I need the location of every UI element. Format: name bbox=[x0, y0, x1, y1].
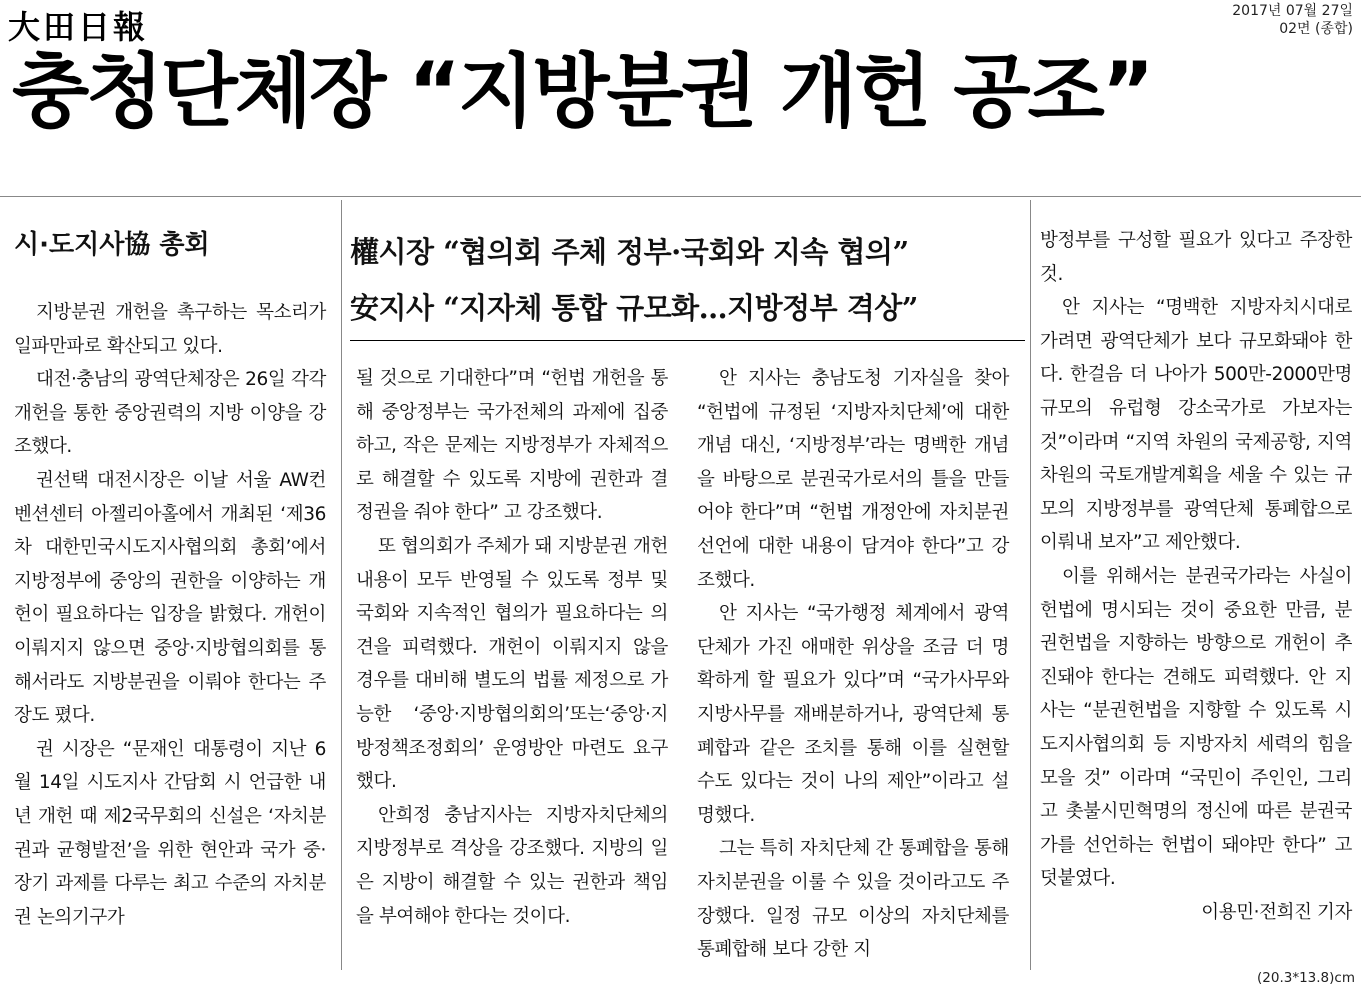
body-paragraph: 될 것으로 기대한다”며 “헌법 개헌을 통해 중앙정부는 국가전체의 과제에 집중하고, 작은 문제는 지방정부가 자체적으로 해결할 수 있도록 지방에 권한과 결정권을 줘야 한다” 고 강조했다. bbox=[356, 368, 668, 524]
reporter-byline: 이용민·전희진 기자 bbox=[1201, 901, 1352, 923]
main-headline: 충청단체장 “지방분권 개헌 공조” bbox=[12, 45, 1152, 138]
body-paragraph: 안희정 충남지사는 지방자치단체의 지방정부로 격상을 강조했다. 지방의 일은 지방이 해결할 수 있는 권한과 책임을 부여해야 한다는 것이다. bbox=[356, 804, 668, 927]
deck-line-2: 安지사 “지자체 통합 규모화…지방정부 격상” bbox=[350, 291, 918, 325]
newspaper-masthead: 大田日報 bbox=[8, 8, 149, 46]
article-column-2 bbox=[356, 362, 668, 933]
body-paragraph: 권 시장은 “문재인 대통령이 지난 6월 14일 시도지사 간담회 시 언급한 내년 개헌 때 제2국무회의 신설은 ‘자치분권과 균형발전’을 위한 현안과 국가 중·장기 과제를 다루는 최고 수준의 자치분권 논의기구가 bbox=[14, 738, 326, 928]
publication-date: 2017년 07월 27일 bbox=[1232, 3, 1353, 19]
body-paragraph: 그는 특히 자치단체 간 통폐합을 통해 자치분권을 이룰 수 있을 것이라고도 주장했다. 일정 규모 이상의 자치단체를 통폐합해 보다 강한 지 bbox=[697, 838, 1009, 961]
column-divider bbox=[341, 200, 342, 970]
body-paragraph: 안 지사는 “명백한 지방자치시대로 가려면 광역단체가 보다 규모화돼야 한다. 한걸음 더 나아가 500만-2000만명 규모의 유럽형 강소국가로 가보자는 것”이라며 “지역 차원의 국제공항, 지역 차원의 국토개발계획을 세울 수 있는 규모의 지방정부를 광역단체 통폐합으로 이뤄내 보자”고 제안했다. bbox=[1040, 297, 1352, 554]
clipping-dimensions: (20.3*13.8)cm bbox=[1257, 970, 1355, 986]
body-paragraph: 안 지사는 “국가행정 체계에서 광역단체가 가진 애매한 위상을 조금 더 명확하게 할 필요가 있다”며 “국가사무와 지방사무를 재배분하거나, 광역단체 통폐합과 같은 조치를 통해 이를 실현할 수도 있다는 것이 나의 제안”이라고 설명했다. bbox=[697, 603, 1009, 826]
article-column-3 bbox=[697, 362, 1009, 967]
deck-line-1: 權시장 “협의회 주체 정부·국회와 지속 협의” bbox=[350, 235, 909, 269]
headline-divider bbox=[0, 196, 1361, 197]
body-paragraph: 또 협의회가 주체가 돼 지방분권 개헌 내용이 모두 반영될 수 있도록 정부 및 국회와 지속적인 협의가 필요하다는 의견을 피력했다. 개헌이 이뤄지지 않을 경우를 대비해 별도의 법률 제정으로 가능한 ‘중앙·지방협의회의’또는‘중앙·지방정책조정회의’ 운영방안 마련도 요구했다. bbox=[356, 535, 668, 793]
body-paragraph: 이를 위해서는 분권국가라는 사실이 헌법에 명시되는 것이 중요한 만큼, 분권헌법을 지향하는 방향으로 개헌이 추진돼야 한다는 견해도 피력했다. 안 지사는 “분권헌법을 지향할 수 있도록 시도지사협의회 등 지방자치 세력의 힘을 모을 것” 이라며 “국민이 주인인, 그리고 촛불시민혁명의 정신에 따른 분권국가를 선언하는 헌법이 돼야만 한다” 고 덧붙였다. bbox=[1040, 565, 1352, 890]
publication-meta bbox=[1232, 2, 1353, 38]
article-deck bbox=[350, 224, 918, 336]
column-divider bbox=[1030, 200, 1031, 970]
body-paragraph: 대전·충남의 광역단체장은 26일 각각 개헌을 통한 중앙권력의 지방 이양을 강조했다. bbox=[14, 369, 326, 458]
body-paragraph: 안 지사는 충남도청 기자실을 찾아 “헌법에 규정된 ‘지방자치단체’에 대한 개념 대신, ‘지방정부’라는 명백한 개념을 바탕으로 분권국가로서의 틀을 만들어야 한다”며 “헌법 개정안에 자치분권 선언에 대한 내용이 담겨야 한다”고 강조했다. bbox=[697, 368, 1009, 591]
page-section: 02면 (종합) bbox=[1279, 21, 1353, 37]
body-paragraph: 방정부를 구성할 필요가 있다고 주장한 것. bbox=[1040, 230, 1352, 285]
body-paragraph: 권선택 대전시장은 이날 서울 AW컨벤션센터 아젤리아홀에서 개최된 ‘제36차 대한민국시도지사협의회 총회’에서 지방정부에 중앙의 권한을 이양하는 개헌이 필요하다는 입장을 밝혔다. 개헌이 이뤄지지 않으면 중앙·지방협의회를 통해서라도 지방분권을 이뤄야 한다는 주장도 폈다. bbox=[14, 469, 326, 727]
article-subhead: 시·도지사協 총회 bbox=[14, 230, 210, 260]
article-column-4 bbox=[1040, 224, 1352, 929]
body-paragraph: 지방분권 개헌을 촉구하는 목소리가 일파만파로 확산되고 있다. bbox=[14, 302, 326, 357]
deck-divider bbox=[350, 340, 1025, 341]
article-column-1 bbox=[14, 296, 326, 934]
